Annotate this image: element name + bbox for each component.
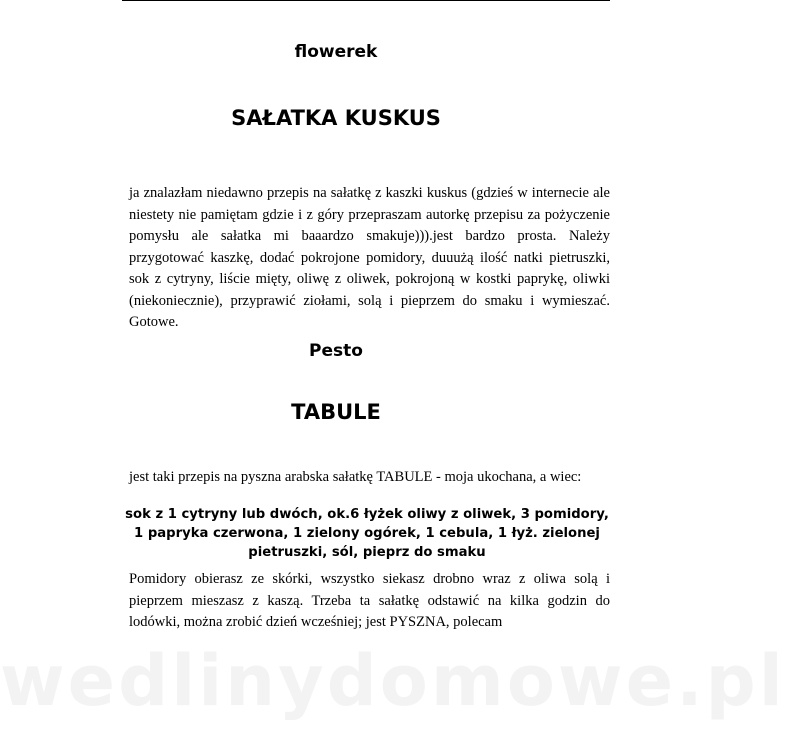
site-watermark: wedlinydomowe.pl bbox=[0, 640, 786, 722]
recipe2-author: Pesto bbox=[309, 341, 363, 361]
recipe2-intro: jest taki przepis na pyszna arabska sałatkę TABULE - moja ukochana, a wiec: bbox=[129, 469, 582, 485]
recipe2-title: TABULE bbox=[291, 400, 381, 424]
recipe1-title: SAŁATKA KUSKUS bbox=[231, 106, 441, 130]
recipe1-body: ja znalazłam niedawno przepis na sałatkę z kaszki kuskus (gdzieś w internecie ale niestety nie pamiętam gdzie i z góry przepraszam autorkę przepisu za pożyczenie pomysłu ale sałatka mi baaardzo smakuje))).jest bardzo prosta. Należy przygotować kaszkę, dodać pokrojone pomidory, duuużą ilość natki pietruszki, sok z cytryny, liście mięty, oliwę z oliwek, pokrojoną w kostki paprykę, oliwki (niekoniecznie), przyprawić ziołami, solą i pieprzem do smaku i wymieszać. Gotowe. bbox=[129, 185, 610, 330]
top-rule bbox=[122, 0, 610, 1]
recipe1-author: flowerek bbox=[294, 42, 378, 62]
recipe2-ingredients: sok z 1 cytryny lub dwóch, ok.6 łyżek oliwy z oliwek, 3 pomidory, 1 papryka czerwona, 1 zielony ogórek, 1 cebula, 1 łyż. zielonej pietruszki, sól, pieprz do smaku bbox=[125, 507, 609, 560]
recipe2-instructions: Pomidory obierasz ze skórki, wszystko siekasz drobno wraz z oliwa solą i pieprzem mieszasz z kaszą. Trzeba ta sałatkę odstawić na kilka godzin do lodówki, można zrobić dzień wcześniej; jest PYSZNA, polecam bbox=[129, 571, 610, 630]
